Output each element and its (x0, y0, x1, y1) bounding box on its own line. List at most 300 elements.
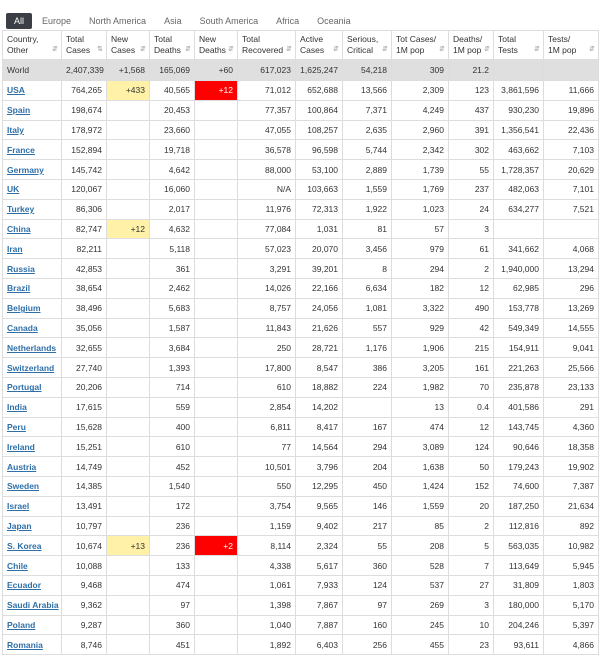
table-row (3, 318, 599, 338)
cell-tests-per-1m: 14,555 (544, 318, 599, 338)
table-row (3, 160, 599, 180)
cell-total-deaths: 2,462 (150, 278, 195, 298)
cell-total-cases: 20,206 (62, 377, 107, 397)
table-row (3, 417, 599, 437)
cell-serious-critical: 146 (343, 496, 392, 516)
cell-deaths-per-1m: 24 (449, 199, 494, 219)
cell-total-deaths: 452 (150, 457, 195, 477)
column-header-new-deaths[interactable] (195, 31, 238, 60)
column-header-label: Total (154, 34, 172, 44)
cell-active-cases: 1,625,247 (296, 60, 343, 81)
cell-deaths-per-1m: 391 (449, 120, 494, 140)
cell-total-tests: 341,662 (494, 239, 544, 259)
cell-new-cases: +433 (107, 81, 150, 101)
country-link[interactable]: Peru (7, 421, 26, 432)
column-header-total-cases[interactable] (62, 31, 107, 60)
country-link[interactable]: Ecuador (7, 580, 42, 591)
cell-serious-critical: 3,456 (343, 239, 392, 259)
cell-tot-cases-per-1m: 1,023 (392, 199, 449, 219)
cell-total-cases: 10,088 (62, 556, 107, 576)
cell-total-deaths: 3,684 (150, 338, 195, 358)
cell-total-tests: 113,649 (494, 556, 544, 576)
cell-total-recovered: 8,114 (238, 536, 296, 556)
sort-icon[interactable]: ⇵ (185, 46, 191, 53)
cell-serious-critical: 7,371 (343, 100, 392, 120)
tab-oceania[interactable]: Oceania (317, 16, 351, 26)
cell-total-tests: 74,600 (494, 476, 544, 496)
tab-south-america[interactable]: South America (199, 16, 259, 26)
cell-tests-per-1m: 25,566 (544, 358, 599, 378)
cell-new-deaths (195, 556, 238, 576)
cell-tot-cases-per-1m: 309 (392, 60, 449, 81)
column-header-label: New (199, 34, 217, 44)
table-row (3, 457, 599, 477)
cell-serious-critical: 294 (343, 437, 392, 457)
column-header-active-cases[interactable] (296, 31, 343, 60)
table-row (3, 437, 599, 457)
table-row (3, 81, 599, 101)
cell-new-deaths (195, 377, 238, 397)
cell-active-cases: 108,257 (296, 120, 343, 140)
cell-tot-cases-per-1m: 1,982 (392, 377, 449, 397)
cell-country (3, 239, 62, 259)
cell-active-cases: 103,663 (296, 179, 343, 199)
cell-active-cases: 5,617 (296, 556, 343, 576)
cell-total-deaths: 474 (150, 575, 195, 595)
cell-total-deaths: 1,393 (150, 358, 195, 378)
column-header-label: Total (242, 34, 260, 44)
cell-serious-critical: 55 (343, 536, 392, 556)
cell-total-recovered: 10,501 (238, 457, 296, 477)
cell-total-deaths: 16,060 (150, 179, 195, 199)
column-header-total-tests[interactable] (494, 31, 544, 60)
cell-deaths-per-1m: 3 (449, 219, 494, 239)
cell-total-recovered: 3,291 (238, 259, 296, 279)
cell-country (3, 358, 62, 378)
country-link[interactable]: Spain (7, 105, 31, 116)
cell-total-tests: 930,230 (494, 100, 544, 120)
column-header-label: Serious, (347, 34, 379, 44)
cell-total-recovered: 8,757 (238, 298, 296, 318)
cell-deaths-per-1m: 437 (449, 100, 494, 120)
cell-total-cases: 13,491 (62, 496, 107, 516)
cell-tot-cases-per-1m: 1,559 (392, 496, 449, 516)
cell-tests-per-1m: 296 (544, 278, 599, 298)
cell-total-cases: 10,674 (62, 536, 107, 556)
country-link[interactable]: Russia (7, 263, 35, 274)
cell-tot-cases-per-1m: 2,960 (392, 120, 449, 140)
cell-new-deaths (195, 239, 238, 259)
cell-total-deaths: 97 (150, 595, 195, 615)
column-header-label: 1M pop (453, 45, 482, 55)
cell-deaths-per-1m: 2 (449, 516, 494, 536)
table-row (3, 199, 599, 219)
tab-africa[interactable]: Africa (276, 16, 300, 26)
cell-total-deaths: 4,632 (150, 219, 195, 239)
cell-country (3, 100, 62, 120)
cell-new-cases (107, 278, 150, 298)
country-link[interactable]: Portugal (7, 382, 42, 393)
cell-active-cases: 24,056 (296, 298, 343, 318)
table-row (3, 595, 599, 615)
country-link[interactable]: Poland (7, 619, 36, 630)
cell-deaths-per-1m: 20 (449, 496, 494, 516)
column-header-deaths-per-1m[interactable] (449, 31, 494, 60)
column-header-total-deaths[interactable] (150, 31, 195, 60)
country-link[interactable]: Israel (7, 501, 30, 512)
world-total-row (3, 60, 599, 81)
cell-total-deaths: 236 (150, 516, 195, 536)
cell-new-deaths (195, 199, 238, 219)
cell-tests-per-1m: 4,360 (544, 417, 599, 437)
cell-deaths-per-1m: 490 (449, 298, 494, 318)
cell-tot-cases-per-1m: 979 (392, 239, 449, 259)
country-link[interactable]: Ireland (7, 441, 35, 452)
cell-total-recovered: 47,055 (238, 120, 296, 140)
cell-total-recovered: 36,578 (238, 140, 296, 160)
column-header-total-recovered[interactable] (238, 31, 296, 60)
cell-total-deaths: 20,453 (150, 100, 195, 120)
cell-tot-cases-per-1m: 208 (392, 536, 449, 556)
sort-icon[interactable]: ⇵ (286, 46, 292, 53)
cell-country (3, 615, 62, 635)
cell-active-cases: 96,598 (296, 140, 343, 160)
cell-total-recovered: 77,357 (238, 100, 296, 120)
cell-deaths-per-1m: 12 (449, 417, 494, 437)
cell-deaths-per-1m: 215 (449, 338, 494, 358)
country-link[interactable]: Turkey (7, 204, 35, 215)
column-header-label: Total (66, 34, 84, 44)
cell-tests-per-1m: 7,101 (544, 179, 599, 199)
cell-country (3, 437, 62, 457)
column-header-serious-critical[interactable] (343, 31, 392, 60)
cell-tests-per-1m: 5,170 (544, 595, 599, 615)
sort-icon[interactable]: ⇵ (484, 46, 490, 53)
column-header-country[interactable] (3, 31, 62, 60)
cell-total-deaths: 400 (150, 417, 195, 437)
cell-serious-critical: 1,176 (343, 338, 392, 358)
table-body (3, 60, 599, 655)
cell-deaths-per-1m: 5 (449, 536, 494, 556)
table-row (3, 575, 599, 595)
column-header-tot-cases-per-1m[interactable] (392, 31, 449, 60)
tab-all[interactable]: All (6, 13, 32, 29)
cell-new-deaths (195, 140, 238, 160)
cell-tot-cases-per-1m: 1,739 (392, 160, 449, 180)
cell-new-deaths (195, 160, 238, 180)
tab-north-america[interactable]: North America (89, 16, 147, 26)
cell-total-tests: 1,940,000 (494, 259, 544, 279)
sort-icon[interactable]: ⇅ (97, 46, 103, 53)
cell-total-tests: 634,277 (494, 199, 544, 219)
cell-total-tests: 93,611 (494, 635, 544, 655)
column-header-label: Tot Cases/ (396, 34, 437, 44)
table-row (3, 476, 599, 496)
cell-new-cases (107, 120, 150, 140)
cell-total-cases: 9,468 (62, 575, 107, 595)
country-link[interactable]: Austria (7, 461, 37, 472)
cell-serious-critical: 81 (343, 219, 392, 239)
cell-new-deaths (195, 457, 238, 477)
cell-tot-cases-per-1m: 1,638 (392, 457, 449, 477)
cell-new-cases (107, 239, 150, 259)
cell-new-deaths: +12 (195, 81, 238, 101)
cell-total-cases: 8,746 (62, 635, 107, 655)
cell-active-cases: 28,721 (296, 338, 343, 358)
cell-tot-cases-per-1m: 2,309 (392, 81, 449, 101)
cell-new-cases: +12 (107, 219, 150, 239)
cell-total-recovered: 4,338 (238, 556, 296, 576)
table-row (3, 536, 599, 556)
country-link[interactable]: Sweden (7, 481, 40, 492)
cell-total-tests: 62,985 (494, 278, 544, 298)
cell-new-cases (107, 437, 150, 457)
country-link[interactable]: UK (7, 184, 20, 195)
cell-active-cases: 12,295 (296, 476, 343, 496)
country-link[interactable]: Brazil (7, 283, 31, 294)
country-link[interactable]: USA (7, 85, 25, 96)
cell-serious-critical: 2,635 (343, 120, 392, 140)
cell-deaths-per-1m: 237 (449, 179, 494, 199)
cell-country (3, 516, 62, 536)
table-row (3, 516, 599, 536)
cell-active-cases: 18,882 (296, 377, 343, 397)
cell-tests-per-1m: 1,803 (544, 575, 599, 595)
cell-total-tests: 187,250 (494, 496, 544, 516)
cell-tot-cases-per-1m: 455 (392, 635, 449, 655)
cell-total-cases: 32,655 (62, 338, 107, 358)
cell-active-cases: 22,166 (296, 278, 343, 298)
country-link[interactable]: Italy (7, 124, 25, 135)
cell-total-tests: 90,646 (494, 437, 544, 457)
tab-asia[interactable]: Asia (164, 16, 182, 26)
country-link[interactable]: Canada (7, 322, 38, 333)
cell-country (3, 278, 62, 298)
cell-total-recovered: 1,061 (238, 575, 296, 595)
cell-serious-critical: 6,634 (343, 278, 392, 298)
cell-tot-cases-per-1m: 528 (392, 556, 449, 576)
cell-total-tests: 563,035 (494, 536, 544, 556)
cell-new-cases (107, 615, 150, 635)
cell-total-deaths: 451 (150, 635, 195, 655)
cell-deaths-per-1m: 3 (449, 595, 494, 615)
cell-total-recovered: 57,023 (238, 239, 296, 259)
column-header-label: 1M pop (548, 45, 577, 55)
cell-total-deaths: 360 (150, 615, 195, 635)
country-link[interactable]: S. Korea (7, 540, 42, 551)
column-header-label: Deaths (154, 45, 181, 55)
table-row (3, 496, 599, 516)
cell-total-recovered: 1,398 (238, 595, 296, 615)
cell-tests-per-1m: 20,629 (544, 160, 599, 180)
cell-tests-per-1m: 5,945 (544, 556, 599, 576)
cell-serious-critical: 217 (343, 516, 392, 536)
cell-serious-critical (343, 397, 392, 417)
country-link[interactable]: Belgium (7, 303, 41, 314)
cell-total-cases: 38,496 (62, 298, 107, 318)
country-link[interactable]: Germany (7, 164, 44, 175)
cell-tests-per-1m: 22,436 (544, 120, 599, 140)
cell-total-recovered: 71,012 (238, 81, 296, 101)
column-header-label: Deaths/ (453, 34, 483, 44)
table-row (3, 239, 599, 259)
cell-active-cases: 7,887 (296, 615, 343, 635)
country-link[interactable]: India (7, 402, 27, 413)
cell-country (3, 140, 62, 160)
cell-total-tests: 549,349 (494, 318, 544, 338)
country-link[interactable]: Switzerland (7, 362, 55, 373)
country-link[interactable]: Netherlands (7, 342, 57, 353)
cell-total-cases: 120,067 (62, 179, 107, 199)
column-header-label: Other (7, 45, 29, 55)
covid-stats-table (2, 30, 599, 655)
covid-table-container (2, 30, 598, 655)
cell-active-cases: 72,313 (296, 199, 343, 219)
country-link[interactable]: Japan (7, 520, 32, 531)
cell-tot-cases-per-1m: 3,322 (392, 298, 449, 318)
cell-tests-per-1m: 18,358 (544, 437, 599, 457)
cell-deaths-per-1m: 10 (449, 615, 494, 635)
cell-deaths-per-1m: 161 (449, 358, 494, 378)
cell-active-cases: 8,417 (296, 417, 343, 437)
column-header-tests-per-1m[interactable] (544, 31, 599, 60)
cell-country (3, 338, 62, 358)
cell-total-cases: 152,894 (62, 140, 107, 160)
sort-icon[interactable]: ⇵ (333, 46, 339, 53)
country-link[interactable]: Romania (7, 639, 43, 650)
cell-tests-per-1m: 892 (544, 516, 599, 536)
table-row (3, 615, 599, 635)
cell-total-recovered: N/A (238, 179, 296, 199)
cell-new-cases (107, 457, 150, 477)
cell-new-cases (107, 160, 150, 180)
cell-new-deaths (195, 615, 238, 635)
cell-active-cases: 53,100 (296, 160, 343, 180)
cell-new-cases (107, 318, 150, 338)
cell-tests-per-1m: 9,041 (544, 338, 599, 358)
cell-tests-per-1m: 4,068 (544, 239, 599, 259)
column-header-label: Tests/ (548, 34, 571, 44)
sort-icon[interactable]: ⇵ (439, 46, 445, 53)
cell-total-recovered: 11,843 (238, 318, 296, 338)
country-link[interactable]: France (7, 144, 35, 155)
table-row (3, 140, 599, 160)
cell-active-cases: 9,565 (296, 496, 343, 516)
cell-deaths-per-1m: 23 (449, 635, 494, 655)
cell-total-tests: 1,356,541 (494, 120, 544, 140)
cell-total-cases: 14,385 (62, 476, 107, 496)
country-link[interactable]: Chile (7, 560, 28, 571)
cell-country (3, 199, 62, 219)
cell-new-deaths: +60 (195, 60, 238, 81)
cell-total-recovered: 1,159 (238, 516, 296, 536)
cell-serious-critical: 8 (343, 259, 392, 279)
cell-total-recovered: 14,026 (238, 278, 296, 298)
cell-new-cases (107, 199, 150, 219)
cell-country (3, 377, 62, 397)
country-link[interactable]: Saudi Arabia (7, 600, 59, 611)
tab-europe[interactable]: Europe (42, 16, 72, 26)
cell-total-tests (494, 60, 544, 81)
cell-country (3, 179, 62, 199)
cell-new-cases (107, 595, 150, 615)
cell-deaths-per-1m: 27 (449, 575, 494, 595)
cell-total-deaths: 1,587 (150, 318, 195, 338)
cell-active-cases: 9,402 (296, 516, 343, 536)
sort-icon[interactable]: ⇵ (228, 46, 234, 53)
cell-new-deaths (195, 120, 238, 140)
country-link[interactable]: China (7, 223, 31, 234)
cell-tests-per-1m: 19,902 (544, 457, 599, 477)
column-header-new-cases[interactable] (107, 31, 150, 60)
cell-total-recovered: 250 (238, 338, 296, 358)
cell-new-cases (107, 298, 150, 318)
cell-total-deaths: 714 (150, 377, 195, 397)
column-header-label: Country, (7, 34, 39, 44)
sort-icon[interactable]: ⇵ (534, 46, 540, 53)
cell-total-recovered: 1,040 (238, 615, 296, 635)
cell-total-deaths: 172 (150, 496, 195, 516)
cell-country (3, 556, 62, 576)
cell-total-deaths: 236 (150, 536, 195, 556)
cell-serious-critical: 54,218 (343, 60, 392, 81)
cell-total-cases: 10,797 (62, 516, 107, 536)
cell-country (3, 457, 62, 477)
cell-new-deaths (195, 219, 238, 239)
cell-tot-cases-per-1m: 13 (392, 397, 449, 417)
cell-country (3, 298, 62, 318)
cell-country (3, 417, 62, 437)
cell-serious-critical: 167 (343, 417, 392, 437)
cell-total-recovered: 77 (238, 437, 296, 457)
cell-total-tests: 112,816 (494, 516, 544, 536)
cell-total-tests: 3,861,596 (494, 81, 544, 101)
cell-new-deaths (195, 318, 238, 338)
cell-total-deaths: 610 (150, 437, 195, 457)
cell-tests-per-1m: 291 (544, 397, 599, 417)
cell-total-recovered: 550 (238, 476, 296, 496)
cell-total-tests: 180,000 (494, 595, 544, 615)
cell-total-recovered: 3,754 (238, 496, 296, 516)
cell-country (3, 476, 62, 496)
cell-total-tests: 482,063 (494, 179, 544, 199)
cell-total-deaths: 19,718 (150, 140, 195, 160)
sort-icon[interactable]: ⇵ (52, 46, 58, 53)
column-header-label: Total (498, 34, 516, 44)
cell-total-tests (494, 219, 544, 239)
cell-active-cases: 7,933 (296, 575, 343, 595)
cell-total-cases: 2,407,339 (62, 60, 107, 81)
cell-total-recovered: 88,000 (238, 160, 296, 180)
table-row (3, 377, 599, 397)
column-header-label: Cases (66, 45, 91, 55)
cell-deaths-per-1m: 302 (449, 140, 494, 160)
country-link[interactable]: Iran (7, 243, 23, 254)
cell-total-recovered: 6,811 (238, 417, 296, 437)
cell-country (3, 81, 62, 101)
column-header-label: Active (300, 34, 324, 44)
table-row (3, 298, 599, 318)
cell-serious-critical: 386 (343, 358, 392, 378)
sort-icon[interactable]: ⇵ (589, 46, 595, 53)
table-row (3, 635, 599, 655)
cell-serious-critical: 450 (343, 476, 392, 496)
cell-new-cases (107, 476, 150, 496)
cell-serious-critical: 1,081 (343, 298, 392, 318)
sort-icon[interactable]: ⇵ (382, 46, 388, 53)
table-row (3, 219, 599, 239)
sort-icon[interactable]: ⇵ (140, 46, 146, 53)
